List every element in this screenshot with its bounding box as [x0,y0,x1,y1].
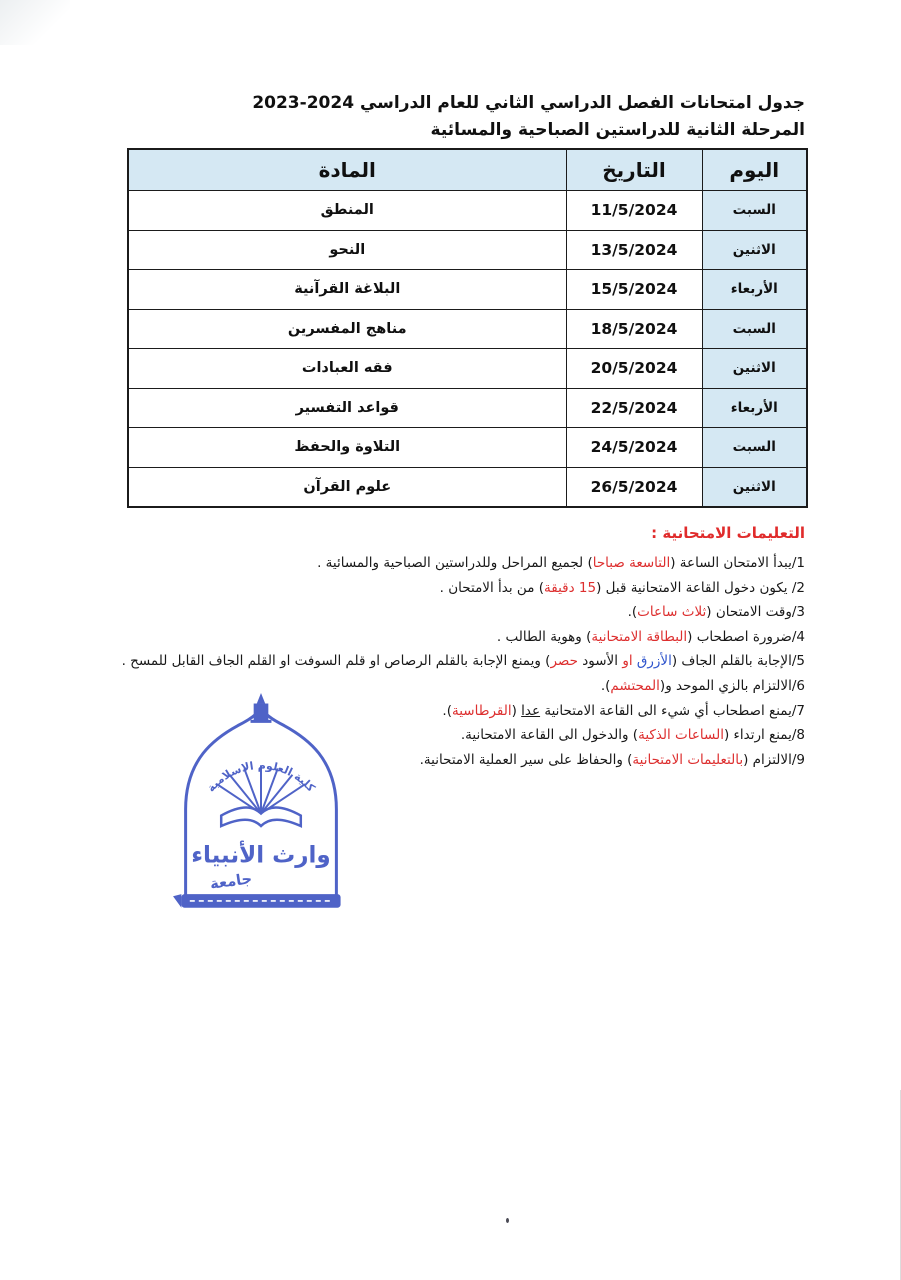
university-stamp [156,692,366,914]
scan-smudge [0,0,70,45]
exam-schedule-table [127,148,808,508]
instruction-item-4: 4/ضرورة اصطحاب (البطاقة الامتحانية) وهوية الطالب . [496,628,805,645]
date-cell: 26/5/2024 [566,467,702,507]
day-cell: الاثنين [702,467,807,507]
header-subject: المادة [128,149,566,191]
date-cell: 22/5/2024 [566,388,702,428]
document-title [252,90,805,144]
table-row [128,191,807,231]
subject-cell: المنطق [128,191,566,231]
instruction-item-9: 9/الالتزام (بالتعليمات الامتحانية) والحفاظ على سير العملية الامتحانية. [419,751,805,768]
table-row [128,349,807,389]
day-cell: السبت [702,191,807,231]
table-row [128,230,807,270]
table-row [128,309,807,349]
stamp-script-text: جامعة [208,870,254,893]
title-line-1: جدول امتحانات الفصل الدراسي الثاني للعام الدراسي 2024-2023 [252,93,805,113]
stamp-name-text: وارث الأنبياء [191,842,331,869]
subject-cell: النحو [128,230,566,270]
instruction-item-6: 6/الالتزام بالزي الموحد و(المحتشم). [600,677,805,694]
instruction-item-5: 5/الإجابة بالقلم الجاف (الأزرق او الأسود حصر) ويمنع الإجابة بالقلم الرصاص او قلم السوفت او القلم الجاف القابل للمسح . [121,653,805,670]
date-cell: 11/5/2024 [566,191,702,231]
table-header-row [128,149,807,191]
date-cell: 20/5/2024 [566,349,702,389]
header-date: التاريخ [566,149,702,191]
instructions-heading: التعليمات الامتحانية : [651,524,805,542]
scan-speck [506,1218,509,1223]
table-row [128,270,807,310]
header-day: اليوم [702,149,807,191]
table-row [128,388,807,428]
instruction-item-7: 7/يمنع اصطحاب أي شيء الى القاعة الامتحانية عدا (القرطاسية). [442,702,805,719]
instruction-item-1: 1/يبدأ الامتحان الساعة (التاسعة صباحا) لجميع المراحل وللدراستين الصباحية والمسائية . [317,555,805,571]
instruction-item-2: 2/ يكون دخول القاعة الامتحانية قبل (15 دقيقة) من بدأ الامتحان . [439,579,805,596]
instruction-item-3: 3/وقت الامتحان (ثلاث ساعات). [627,604,805,621]
table-row [128,428,807,468]
stamp-ribbon [173,894,341,908]
day-cell: السبت [702,428,807,468]
date-cell: 13/5/2024 [566,230,702,270]
day-cell: الأربعاء [702,270,807,310]
subject-cell: البلاغة القرآنية [128,270,566,310]
title-line-2: المرحلة الثانية للدراستين الصباحية والمسائية [430,120,805,140]
subject-cell: التلاوة والحفظ [128,428,566,468]
day-cell: الاثنين [702,230,807,270]
day-cell: السبت [702,309,807,349]
stamp-arc-text: كلية العلوم الاسلامية [204,758,318,795]
instruction-item-8: 8/يمنع ارتداء (الساعات الذكية) والدخول الى القاعة الامتحانية. [460,727,805,744]
day-cell: الاثنين [702,349,807,389]
subject-cell: فقه العبادات [128,349,566,389]
subject-cell: قواعد التفسير [128,388,566,428]
date-cell: 24/5/2024 [566,428,702,468]
table-row [128,467,807,507]
day-cell: الأربعاء [702,388,807,428]
date-cell: 15/5/2024 [566,270,702,310]
date-cell: 18/5/2024 [566,309,702,349]
subject-cell: علوم القرآن [128,467,566,507]
subject-cell: مناهج المفسرين [128,309,566,349]
open-book-icon [217,765,305,826]
